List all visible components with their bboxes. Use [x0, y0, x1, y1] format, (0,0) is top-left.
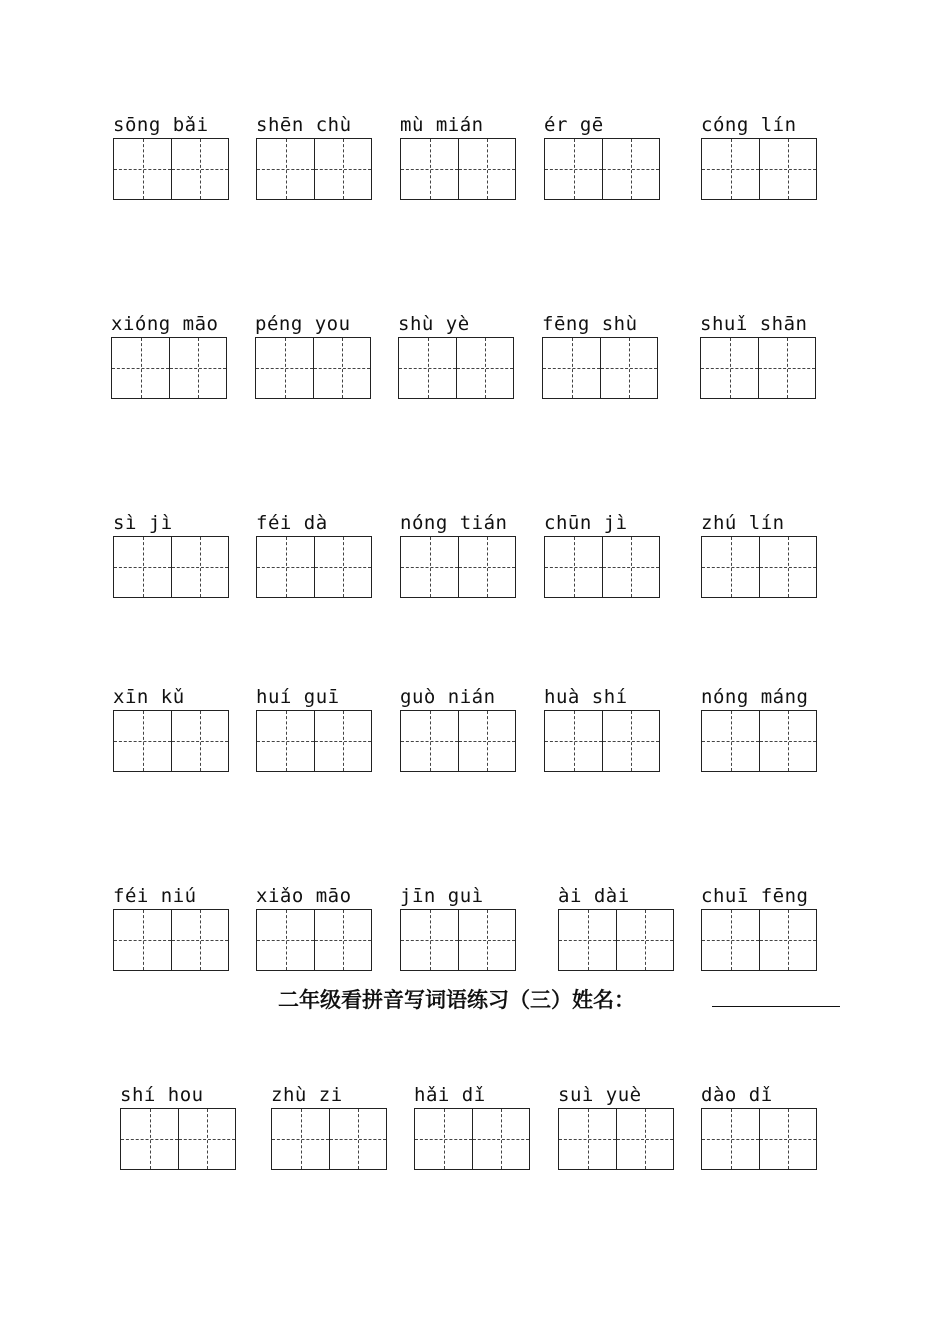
- pinyin-label: shēn chù: [256, 114, 352, 136]
- writing-cell[interactable]: [545, 537, 602, 597]
- writing-cell[interactable]: [559, 1109, 616, 1169]
- pinyin-label: nóng máng: [701, 686, 809, 708]
- tianzi-grid-pair: [113, 710, 229, 772]
- writing-cell[interactable]: [702, 910, 759, 970]
- writing-cell[interactable]: [458, 711, 515, 771]
- writing-cell[interactable]: [171, 537, 228, 597]
- writing-cell[interactable]: [759, 537, 816, 597]
- tianzi-grid-pair: [256, 710, 372, 772]
- tianzi-grid-pair: [544, 710, 660, 772]
- writing-cell[interactable]: [401, 139, 458, 199]
- writing-cell[interactable]: [616, 1109, 673, 1169]
- writing-cell[interactable]: [171, 139, 228, 199]
- word-row: [0, 114, 950, 224]
- pinyin-label: jīn guì: [400, 885, 484, 907]
- writing-cell[interactable]: [701, 338, 758, 398]
- tianzi-grid-pair: [255, 337, 371, 399]
- writing-cell[interactable]: [314, 910, 371, 970]
- writing-cell[interactable]: [401, 537, 458, 597]
- pinyin-label: chuī fēng: [701, 885, 809, 907]
- pinyin-label: suì yuè: [558, 1084, 642, 1106]
- tianzi-grid-pair: [400, 536, 516, 598]
- pinyin-label: féi dà: [256, 512, 328, 534]
- pinyin-label: hǎi dǐ: [414, 1084, 486, 1106]
- writing-cell[interactable]: [114, 537, 171, 597]
- tianzi-grid-pair: [113, 138, 229, 200]
- tianzi-grid-pair: [111, 337, 227, 399]
- tianzi-grid-pair: [701, 138, 817, 200]
- writing-cell[interactable]: [616, 910, 673, 970]
- writing-cell[interactable]: [171, 711, 228, 771]
- word-row: [0, 885, 950, 995]
- tianzi-grid-pair: [400, 909, 516, 971]
- writing-cell[interactable]: [600, 338, 657, 398]
- tianzi-grid-pair: [256, 536, 372, 598]
- pinyin-label: shí hou: [120, 1084, 204, 1106]
- pinyin-label: sōng bǎi: [113, 114, 209, 136]
- name-blank-line[interactable]: [712, 1006, 840, 1007]
- tianzi-grid-pair: [701, 536, 817, 598]
- writing-cell[interactable]: [401, 711, 458, 771]
- pinyin-label: shù yè: [398, 313, 470, 335]
- tianzi-grid-pair: [542, 337, 658, 399]
- pinyin-label: dào dǐ: [701, 1084, 773, 1106]
- tianzi-grid-pair: [701, 1108, 817, 1170]
- writing-cell[interactable]: [545, 711, 602, 771]
- tianzi-grid-pair: [256, 138, 372, 200]
- tianzi-grid-pair: [398, 337, 514, 399]
- writing-cell[interactable]: [314, 711, 371, 771]
- writing-cell[interactable]: [759, 1109, 816, 1169]
- word-row: [0, 1084, 950, 1194]
- writing-cell[interactable]: [314, 139, 371, 199]
- writing-cell[interactable]: [759, 910, 816, 970]
- writing-cell[interactable]: [758, 338, 815, 398]
- pinyin-label: xiǎo māo: [256, 885, 352, 907]
- tianzi-grid-pair: [701, 909, 817, 971]
- word-row: [0, 512, 950, 622]
- writing-cell[interactable]: [602, 537, 659, 597]
- tianzi-grid-pair: [256, 909, 372, 971]
- tianzi-grid-pair: [700, 337, 816, 399]
- pinyin-label: zhú lín: [701, 512, 785, 534]
- tianzi-grid-pair: [120, 1108, 236, 1170]
- pinyin-label: xióng māo: [111, 313, 219, 335]
- pinyin-label: sì jì: [113, 512, 173, 534]
- word-row: [0, 686, 950, 796]
- writing-cell[interactable]: [257, 537, 314, 597]
- writing-cell[interactable]: [272, 1109, 329, 1169]
- writing-cell[interactable]: [114, 711, 171, 771]
- writing-cell[interactable]: [257, 139, 314, 199]
- writing-cell[interactable]: [702, 711, 759, 771]
- tianzi-grid-pair: [701, 710, 817, 772]
- pinyin-label: xīn kǔ: [113, 686, 185, 708]
- writing-cell[interactable]: [458, 537, 515, 597]
- writing-cell[interactable]: [401, 910, 458, 970]
- writing-cell[interactable]: [559, 910, 616, 970]
- pinyin-label: shuǐ shān: [700, 313, 808, 335]
- writing-cell[interactable]: [458, 139, 515, 199]
- writing-cell[interactable]: [178, 1109, 235, 1169]
- tianzi-grid-pair: [544, 138, 660, 200]
- pinyin-label: huí guī: [256, 686, 340, 708]
- writing-cell[interactable]: [458, 910, 515, 970]
- writing-cell[interactable]: [171, 910, 228, 970]
- tianzi-grid-pair: [113, 909, 229, 971]
- pinyin-label: guò nián: [400, 686, 496, 708]
- pinyin-label: ài dài: [558, 885, 630, 907]
- writing-cell[interactable]: [257, 711, 314, 771]
- writing-cell[interactable]: [702, 537, 759, 597]
- writing-cell[interactable]: [121, 1109, 178, 1169]
- pinyin-label: nóng tián: [400, 512, 508, 534]
- pinyin-label: mù mián: [400, 114, 484, 136]
- tianzi-grid-pair: [414, 1108, 530, 1170]
- tianzi-grid-pair: [400, 138, 516, 200]
- writing-cell[interactable]: [399, 338, 456, 398]
- tianzi-grid-pair: [271, 1108, 387, 1170]
- pinyin-label: ér gē: [544, 114, 604, 136]
- pinyin-label: chūn jì: [544, 512, 628, 534]
- writing-cell[interactable]: [602, 711, 659, 771]
- pinyin-label: huà shí: [544, 686, 628, 708]
- pinyin-label: zhù zi: [271, 1084, 343, 1106]
- writing-cell[interactable]: [257, 910, 314, 970]
- writing-cell[interactable]: [169, 338, 226, 398]
- tianzi-grid-pair: [113, 536, 229, 598]
- tianzi-grid-pair: [558, 1108, 674, 1170]
- worksheet-title: 二年级看拼音写词语练习（三）姓名：: [278, 988, 635, 1012]
- writing-cell[interactable]: [415, 1109, 472, 1169]
- tianzi-grid-pair: [544, 536, 660, 598]
- pinyin-label: féi niú: [113, 885, 197, 907]
- pinyin-label: cóng lín: [701, 114, 797, 136]
- writing-cell[interactable]: [313, 338, 370, 398]
- writing-cell[interactable]: [543, 338, 600, 398]
- writing-cell[interactable]: [256, 338, 313, 398]
- pinyin-label: péng you: [255, 313, 351, 335]
- writing-cell[interactable]: [545, 139, 602, 199]
- writing-cell[interactable]: [759, 711, 816, 771]
- tianzi-grid-pair: [558, 909, 674, 971]
- word-row: [0, 313, 950, 423]
- writing-cell[interactable]: [456, 338, 513, 398]
- writing-cell[interactable]: [602, 139, 659, 199]
- writing-cell[interactable]: [314, 537, 371, 597]
- writing-cell[interactable]: [114, 910, 171, 970]
- writing-cell[interactable]: [702, 1109, 759, 1169]
- writing-cell[interactable]: [759, 139, 816, 199]
- pinyin-label: fēng shù: [542, 313, 638, 335]
- writing-cell[interactable]: [702, 139, 759, 199]
- writing-cell[interactable]: [329, 1109, 386, 1169]
- writing-cell[interactable]: [114, 139, 171, 199]
- writing-cell[interactable]: [472, 1109, 529, 1169]
- writing-cell[interactable]: [112, 338, 169, 398]
- tianzi-grid-pair: [400, 710, 516, 772]
